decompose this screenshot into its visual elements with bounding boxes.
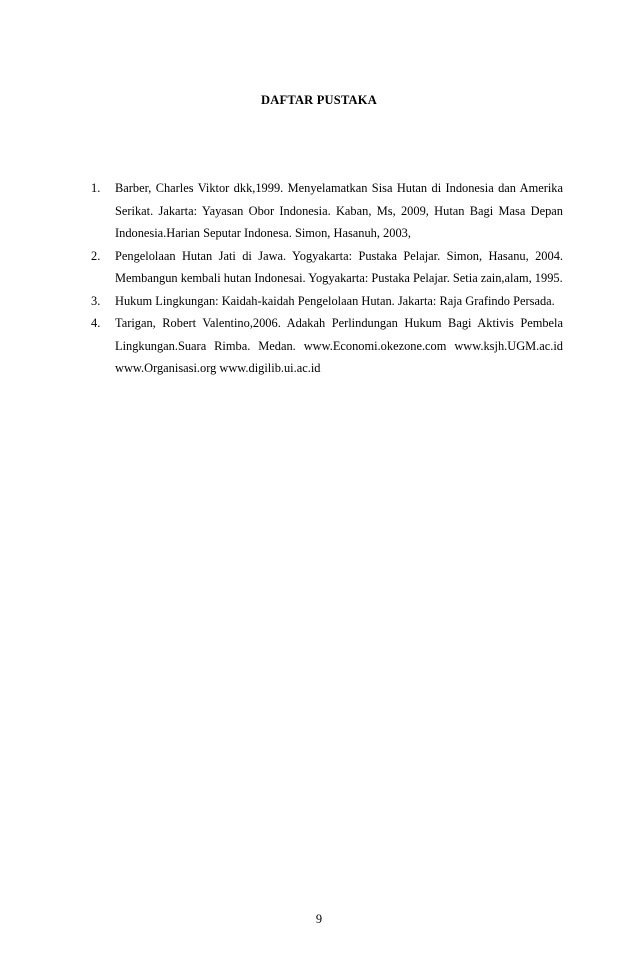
- page-title: DAFTAR PUSTAKA: [261, 93, 377, 107]
- reference-number: 3.: [91, 293, 101, 308]
- reference-number: 4.: [91, 316, 101, 330]
- reference-text: Tarigan, Robert Valentino,2006. Adakah Perlindungan Hukum Bagi Aktivis Pembela Lingkungan.Suara Rimba. Medan. www.Economi.okezone.com www.ksjh.UGM.ac.id www.Organisasi.org www.digilib.ui.ac.id: [115, 316, 563, 375]
- reference-item: [91, 177, 563, 245]
- reference-list: [91, 177, 563, 380]
- reference-item: [91, 290, 563, 313]
- reference-item: [91, 312, 563, 380]
- reference-text: Barber, Charles Viktor dkk,1999. Menyelamatkan Sisa Hutan di Indonesia dan Amerika Serikat. Jakarta: Yayasan Obor Indonesia. Kaban, Ms, 2009, Hutan Bagi Masa Depan Indonesia.Harian Seputar Indonesa. Simon, Hasanuh, 2003,: [115, 181, 563, 240]
- page-number: 9: [315, 912, 323, 926]
- reference-text: Pengelolaan Hutan Jati di Jawa. Yogyakarta: Pustaka Pelajar. Simon, Hasanu, 2004. Membangun kembali hutan Indonesai. Yogyakarta: Pustaka Pelajar. Setia zain,alam, 1995.: [115, 248, 563, 285]
- reference-number: 2.: [91, 248, 101, 263]
- reference-text: Hukum Lingkungan: Kaidah-kaidah Pengelolaan Hutan. Jakarta: Raja Grafindo Persada.: [115, 293, 555, 308]
- reference-number: 1.: [91, 181, 101, 195]
- reference-item: [91, 245, 563, 290]
